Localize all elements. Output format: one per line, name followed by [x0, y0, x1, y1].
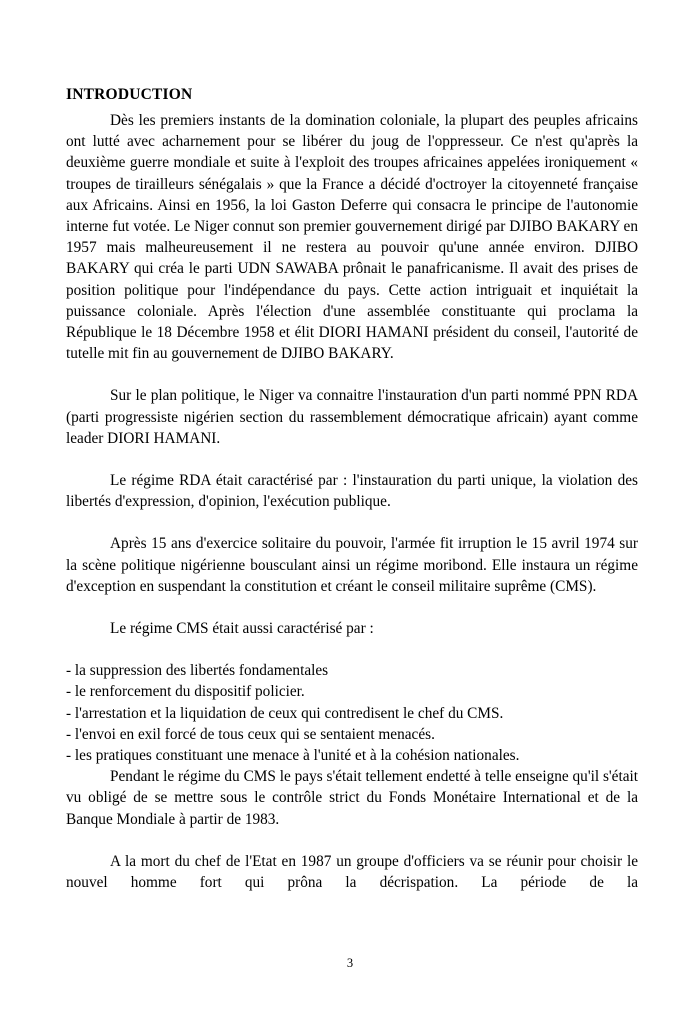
list-item: - les pratiques constituant une menace à l'unité et à la cohésion nationales. — [66, 747, 520, 765]
list-item: - la suppression des libertés fondamentales — [66, 662, 329, 680]
paragraph-cms-debt: Pendant le régime du CMS le pays s'était tellement endetté à telle enseigne qu'il s'était vu obligé de se mettre sous le contrôle strict du Fonds Monétaire International et de la Banque Mondiale à partir de 1983. — [66, 768, 638, 828]
list-item: - l'arrestation et la liquidation de ceux qui contredisent le chef du CMS. — [66, 704, 504, 722]
paragraph-regime-cms-intro: Le régime CMS était aussi caractérisé par : — [110, 620, 374, 638]
list-item: - le renforcement du dispositif policier. — [66, 683, 305, 701]
page-number: 3 — [346, 956, 354, 970]
page-title: INTRODUCTION — [66, 86, 193, 103]
paragraph-1987-succession: A la mort du chef de l'Etat en 1987 un groupe d'officiers va se réunir pour choisir le nouvel homme fort qui prôna la décrispation. La période de la — [66, 852, 638, 892]
page-content — [66, 84, 638, 893]
paragraph-coup-1974: Après 15 ans d'exercice solitaire du pouvoir, l'armée fit irruption le 15 avril 1974 sur la scène politique nigérienne bousculant ainsi un régime moribond. Elle instaura un régime d'exception en suspendant la constitution et créant le conseil militaire suprême (CMS). — [66, 535, 638, 595]
paragraph-regime-rda: Le régime RDA était caractérisé par : l'instauration du parti unique, la violation des libertés d'expression, d'opinion, l'exécution publique. — [66, 472, 638, 511]
paragraph-ppn-rda: Sur le plan politique, le Niger va connaitre l'instauration d'un parti nommé PPN RDA (parti progressiste nigérien section du rassemblement démocratique africain) ayant comme leader DIORI HAMANI. — [66, 387, 638, 447]
cms-characteristics-list — [66, 660, 638, 766]
list-item: - l'envoi en exil forcé de tous ceux qui se sentaient menacés. — [66, 725, 435, 743]
paragraph-intro-colonial-history: Dès les premiers instants de la domination coloniale, la plupart des peuples africains ont lutté avec acharnement pour se libérer du joug de l'oppresseur. Ce n'est qu'après la deuxième guerre mondiale et suite à l'exploit des troupes africaines appelées ironiquement « troupes de tirailleurs sénégalais » que la France a décidé d'octroyer la citoyenneté française aux Africains. Ainsi en 1956, la loi Gaston Deferre qui consacra le principe de l'autonomie interne fut votée. Le Niger connut son premier gouvernement dirigé par DJIBO BAKARY en 1957 mais malheureusement il ne restera au pouvoir qu'une année environ. DJIBO BAKARY qui créa le parti UDN SAWABA prônait le panafricanisme. Il avait des prises de position politique pour l'indépendance du pays. Cette action intriguait et inquiétait la puissance coloniale. Après l'élection d'une assemblée constituante qui proclama la République le 18 Décembre 1958 et élit DIORI HAMANI président du conseil, l'autorité de tutelle mit fin au gouvernement de DJIBO BAKARY. — [66, 112, 638, 363]
